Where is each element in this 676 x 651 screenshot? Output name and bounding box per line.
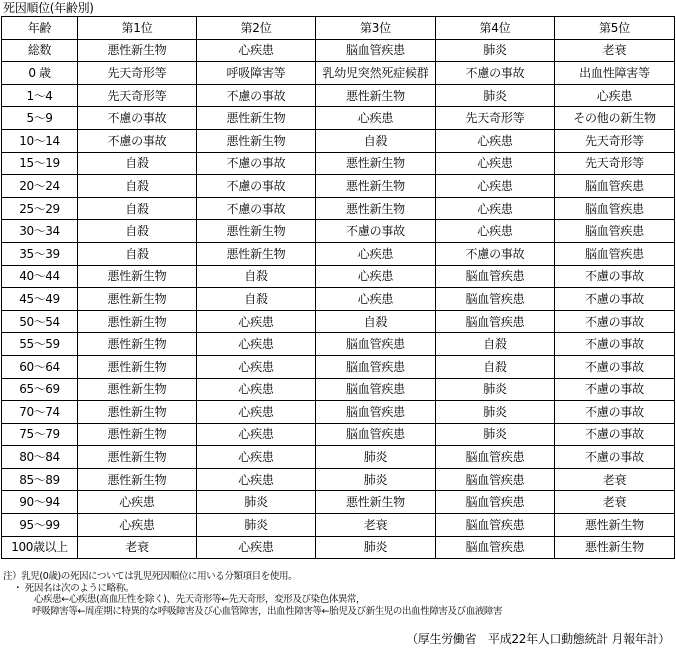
cause-cell-rank-4: 肺炎 bbox=[436, 378, 555, 401]
table-row bbox=[2, 333, 675, 356]
cause-cell-rank-4: 不慮の事故 bbox=[436, 242, 555, 265]
cause-cell-rank-4: 自殺 bbox=[436, 333, 555, 356]
cause-of-death-ranking-table bbox=[1, 16, 675, 559]
cause-cell-rank-1: 自殺 bbox=[78, 220, 197, 243]
cause-cell-rank-3: 悪性新生物 bbox=[316, 152, 436, 175]
cause-cell-rank-1: 悪性新生物 bbox=[78, 39, 197, 62]
table-row bbox=[2, 288, 675, 311]
cause-cell-rank-2: 心疾患 bbox=[197, 423, 316, 446]
cause-cell-rank-2: 不慮の事故 bbox=[197, 152, 316, 175]
cause-cell-rank-1: 自殺 bbox=[78, 152, 197, 175]
header-row bbox=[2, 17, 675, 40]
cause-cell-rank-3: 肺炎 bbox=[316, 536, 436, 559]
cause-cell-rank-1: 不慮の事故 bbox=[78, 129, 197, 152]
cause-cell-rank-1: 悪性新生物 bbox=[78, 333, 197, 356]
table-row bbox=[2, 62, 675, 85]
table-row bbox=[2, 514, 675, 537]
cause-cell-rank-3: 不慮の事故 bbox=[316, 220, 436, 243]
header-age: 年齢 bbox=[2, 17, 78, 40]
cause-cell-rank-1: 先天奇形等 bbox=[78, 84, 197, 107]
cause-cell-rank-2: 心疾患 bbox=[197, 355, 316, 378]
cause-cell-rank-5: 老衰 bbox=[555, 468, 675, 491]
cause-cell-rank-5: 先天奇形等 bbox=[555, 152, 675, 175]
age-group-cell: 85～89 bbox=[2, 468, 78, 491]
age-group-cell: 45～49 bbox=[2, 288, 78, 311]
cause-cell-rank-3: 悪性新生物 bbox=[316, 84, 436, 107]
age-group-cell: 65～69 bbox=[2, 378, 78, 401]
cause-cell-rank-4: 肺炎 bbox=[436, 401, 555, 424]
footnote-infant: 注）乳児(0歳)の死因については乳児死因順位に用いる分類項目を使用。 bbox=[3, 571, 298, 582]
cause-cell-rank-5: 不慮の事故 bbox=[555, 265, 675, 288]
age-group-cell: 総数 bbox=[2, 39, 78, 62]
header-rank-1: 第1位 bbox=[78, 17, 197, 40]
age-group-cell: 75～79 bbox=[2, 423, 78, 446]
cause-cell-rank-1: 悪性新生物 bbox=[78, 378, 197, 401]
cause-cell-rank-5: 先天奇形等 bbox=[555, 129, 675, 152]
cause-cell-rank-4: 心疾患 bbox=[436, 220, 555, 243]
cause-cell-rank-5: 老衰 bbox=[555, 39, 675, 62]
cause-cell-rank-2: 心疾患 bbox=[197, 536, 316, 559]
source-citation: （厚生労働省 平成22年人口動態統計 月報年計） bbox=[406, 632, 670, 646]
cause-cell-rank-2: 悪性新生物 bbox=[197, 129, 316, 152]
age-group-cell: 80～84 bbox=[2, 446, 78, 469]
cause-cell-rank-1: 自殺 bbox=[78, 197, 197, 220]
cause-cell-rank-4: 脳血管疾患 bbox=[436, 265, 555, 288]
table-row bbox=[2, 107, 675, 130]
table-row bbox=[2, 175, 675, 198]
cause-cell-rank-4: 脳血管疾患 bbox=[436, 536, 555, 559]
header-rank-5: 第5位 bbox=[555, 17, 675, 40]
cause-cell-rank-3: 肺炎 bbox=[316, 446, 436, 469]
cause-cell-rank-5: 不慮の事故 bbox=[555, 355, 675, 378]
cause-cell-rank-2: 心疾患 bbox=[197, 333, 316, 356]
cause-cell-rank-4: 心疾患 bbox=[436, 175, 555, 198]
cause-cell-rank-1: 心疾患 bbox=[78, 514, 197, 537]
cause-cell-rank-2: 呼吸障害等 bbox=[197, 62, 316, 85]
cause-cell-rank-2: 悪性新生物 bbox=[197, 220, 316, 243]
cause-cell-rank-1: 悪性新生物 bbox=[78, 468, 197, 491]
table-row bbox=[2, 220, 675, 243]
age-group-cell: 20～24 bbox=[2, 175, 78, 198]
cause-cell-rank-5: 脳血管疾患 bbox=[555, 175, 675, 198]
header-rank-3: 第3位 bbox=[316, 17, 436, 40]
footnote-abbreviation-1: 心疾患←心疾患(高血圧性を除く)、先天奇形等←先天奇形，変形及び染色体異常， bbox=[34, 594, 366, 605]
cause-cell-rank-4: 先天奇形等 bbox=[436, 107, 555, 130]
cause-cell-rank-1: 悪性新生物 bbox=[78, 355, 197, 378]
cause-cell-rank-5: 不慮の事故 bbox=[555, 333, 675, 356]
cause-cell-rank-1: 悪性新生物 bbox=[78, 446, 197, 469]
cause-cell-rank-2: 悪性新生物 bbox=[197, 107, 316, 130]
table-row bbox=[2, 536, 675, 559]
footnotes bbox=[3, 571, 502, 617]
cause-cell-rank-4: 自殺 bbox=[436, 355, 555, 378]
cause-cell-rank-1: 不慮の事故 bbox=[78, 107, 197, 130]
cause-cell-rank-1: 老衰 bbox=[78, 536, 197, 559]
table-row bbox=[2, 446, 675, 469]
cause-cell-rank-4: 脳血管疾患 bbox=[436, 491, 555, 514]
cause-cell-rank-5: 心疾患 bbox=[555, 84, 675, 107]
cause-cell-rank-3: 脳血管疾患 bbox=[316, 401, 436, 424]
cause-cell-rank-4: 脳血管疾患 bbox=[436, 514, 555, 537]
age-group-cell: 35～39 bbox=[2, 242, 78, 265]
cause-cell-rank-2: 心疾患 bbox=[197, 401, 316, 424]
cause-cell-rank-5: 不慮の事故 bbox=[555, 423, 675, 446]
cause-cell-rank-4: 肺炎 bbox=[436, 84, 555, 107]
cause-cell-rank-3: 悪性新生物 bbox=[316, 197, 436, 220]
cause-cell-rank-5: 不慮の事故 bbox=[555, 310, 675, 333]
cause-cell-rank-1: 悪性新生物 bbox=[78, 310, 197, 333]
header-rank-4: 第4位 bbox=[436, 17, 555, 40]
cause-cell-rank-1: 悪性新生物 bbox=[78, 288, 197, 311]
cause-cell-rank-4: 心疾患 bbox=[436, 152, 555, 175]
cause-cell-rank-3: 老衰 bbox=[316, 514, 436, 537]
cause-cell-rank-4: 脳血管疾患 bbox=[436, 288, 555, 311]
cause-cell-rank-1: 悪性新生物 bbox=[78, 401, 197, 424]
cause-cell-rank-3: 心疾患 bbox=[316, 265, 436, 288]
age-group-cell: 60～64 bbox=[2, 355, 78, 378]
age-group-cell: 70～74 bbox=[2, 401, 78, 424]
cause-cell-rank-5: 老衰 bbox=[555, 491, 675, 514]
cause-cell-rank-1: 自殺 bbox=[78, 175, 197, 198]
cause-cell-rank-5: 脳血管疾患 bbox=[555, 242, 675, 265]
cause-cell-rank-3: 自殺 bbox=[316, 129, 436, 152]
cause-cell-rank-3: 乳幼児突然死症候群 bbox=[316, 62, 436, 85]
cause-cell-rank-1: 自殺 bbox=[78, 242, 197, 265]
cause-cell-rank-5: 不慮の事故 bbox=[555, 378, 675, 401]
table-row bbox=[2, 468, 675, 491]
cause-cell-rank-4: 不慮の事故 bbox=[436, 62, 555, 85]
table-row bbox=[2, 39, 675, 62]
cause-cell-rank-2: 不慮の事故 bbox=[197, 197, 316, 220]
cause-cell-rank-2: 悪性新生物 bbox=[197, 242, 316, 265]
age-group-cell: 90～94 bbox=[2, 491, 78, 514]
cause-cell-rank-5: 出血性障害等 bbox=[555, 62, 675, 85]
cause-cell-rank-2: 心疾患 bbox=[197, 310, 316, 333]
cause-cell-rank-3: 自殺 bbox=[316, 310, 436, 333]
age-group-cell: 55～59 bbox=[2, 333, 78, 356]
cause-cell-rank-3: 悪性新生物 bbox=[316, 491, 436, 514]
age-group-cell: 95～99 bbox=[2, 514, 78, 537]
cause-cell-rank-5: 不慮の事故 bbox=[555, 401, 675, 424]
cause-cell-rank-5: その他の新生物 bbox=[555, 107, 675, 130]
page-title: 死因順位(年齢別) bbox=[3, 1, 94, 15]
cause-cell-rank-3: 脳血管疾患 bbox=[316, 423, 436, 446]
age-group-cell: 100歳以上 bbox=[2, 536, 78, 559]
footnote-abbreviation-2: 呼吸障害等←周産期に特異的な呼吸障害及び心血管障害，出血性障害等←胎児及び新生児の出血性障害及び血液障害 bbox=[32, 605, 503, 617]
cause-cell-rank-5: 不慮の事故 bbox=[555, 288, 675, 311]
table-row bbox=[2, 84, 675, 107]
cause-cell-rank-1: 先天奇形等 bbox=[78, 62, 197, 85]
cause-cell-rank-2: 心疾患 bbox=[197, 39, 316, 62]
table-row bbox=[2, 129, 675, 152]
cause-cell-rank-3: 脳血管疾患 bbox=[316, 355, 436, 378]
cause-cell-rank-1: 心疾患 bbox=[78, 491, 197, 514]
age-group-cell: 15～19 bbox=[2, 152, 78, 175]
cause-cell-rank-2: 心疾患 bbox=[197, 446, 316, 469]
cause-cell-rank-2: 心疾患 bbox=[197, 468, 316, 491]
cause-cell-rank-2: 肺炎 bbox=[197, 514, 316, 537]
cause-cell-rank-4: 脳血管疾患 bbox=[436, 468, 555, 491]
cause-cell-rank-2: 自殺 bbox=[197, 265, 316, 288]
age-group-cell: 30～34 bbox=[2, 220, 78, 243]
cause-cell-rank-3: 心疾患 bbox=[316, 107, 436, 130]
table-row bbox=[2, 152, 675, 175]
cause-cell-rank-5: 脳血管疾患 bbox=[555, 197, 675, 220]
age-group-cell: 0 歳 bbox=[2, 62, 78, 85]
cause-cell-rank-4: 心疾患 bbox=[436, 197, 555, 220]
age-group-cell: 10～14 bbox=[2, 129, 78, 152]
age-group-cell: 40～44 bbox=[2, 265, 78, 288]
cause-cell-rank-2: 自殺 bbox=[197, 288, 316, 311]
cause-cell-rank-2: 不慮の事故 bbox=[197, 175, 316, 198]
age-group-cell: 5～9 bbox=[2, 107, 78, 130]
table-row bbox=[2, 242, 675, 265]
cause-cell-rank-2: 肺炎 bbox=[197, 491, 316, 514]
age-group-cell: 50～54 bbox=[2, 310, 78, 333]
cause-cell-rank-3: 心疾患 bbox=[316, 242, 436, 265]
cause-cell-rank-1: 悪性新生物 bbox=[78, 265, 197, 288]
header-rank-2: 第2位 bbox=[197, 17, 316, 40]
table-row bbox=[2, 401, 675, 424]
cause-cell-rank-3: 脳血管疾患 bbox=[316, 39, 436, 62]
cause-cell-rank-2: 心疾患 bbox=[197, 378, 316, 401]
table-row bbox=[2, 310, 675, 333]
cause-cell-rank-3: 肺炎 bbox=[316, 468, 436, 491]
table-row bbox=[2, 265, 675, 288]
age-group-cell: 25～29 bbox=[2, 197, 78, 220]
table-row bbox=[2, 378, 675, 401]
cause-cell-rank-1: 悪性新生物 bbox=[78, 423, 197, 446]
table-row bbox=[2, 197, 675, 220]
cause-cell-rank-5: 不慮の事故 bbox=[555, 446, 675, 469]
cause-cell-rank-5: 悪性新生物 bbox=[555, 514, 675, 537]
cause-cell-rank-3: 悪性新生物 bbox=[316, 175, 436, 198]
cause-cell-rank-4: 肺炎 bbox=[436, 423, 555, 446]
cause-cell-rank-4: 脳血管疾患 bbox=[436, 310, 555, 333]
cause-cell-rank-2: 不慮の事故 bbox=[197, 84, 316, 107]
table-row bbox=[2, 423, 675, 446]
cause-cell-rank-4: 脳血管疾患 bbox=[436, 446, 555, 469]
cause-cell-rank-5: 悪性新生物 bbox=[555, 536, 675, 559]
table-row bbox=[2, 355, 675, 378]
cause-cell-rank-5: 脳血管疾患 bbox=[555, 220, 675, 243]
footnote-abbreviation-intro: ・ 死因名は次のように略称。 bbox=[13, 582, 134, 594]
cause-cell-rank-3: 脳血管疾患 bbox=[316, 378, 436, 401]
cause-cell-rank-3: 脳血管疾患 bbox=[316, 333, 436, 356]
cause-cell-rank-4: 心疾患 bbox=[436, 129, 555, 152]
cause-cell-rank-3: 心疾患 bbox=[316, 288, 436, 311]
table-row bbox=[2, 491, 675, 514]
age-group-cell: 1～4 bbox=[2, 84, 78, 107]
cause-cell-rank-4: 肺炎 bbox=[436, 39, 555, 62]
